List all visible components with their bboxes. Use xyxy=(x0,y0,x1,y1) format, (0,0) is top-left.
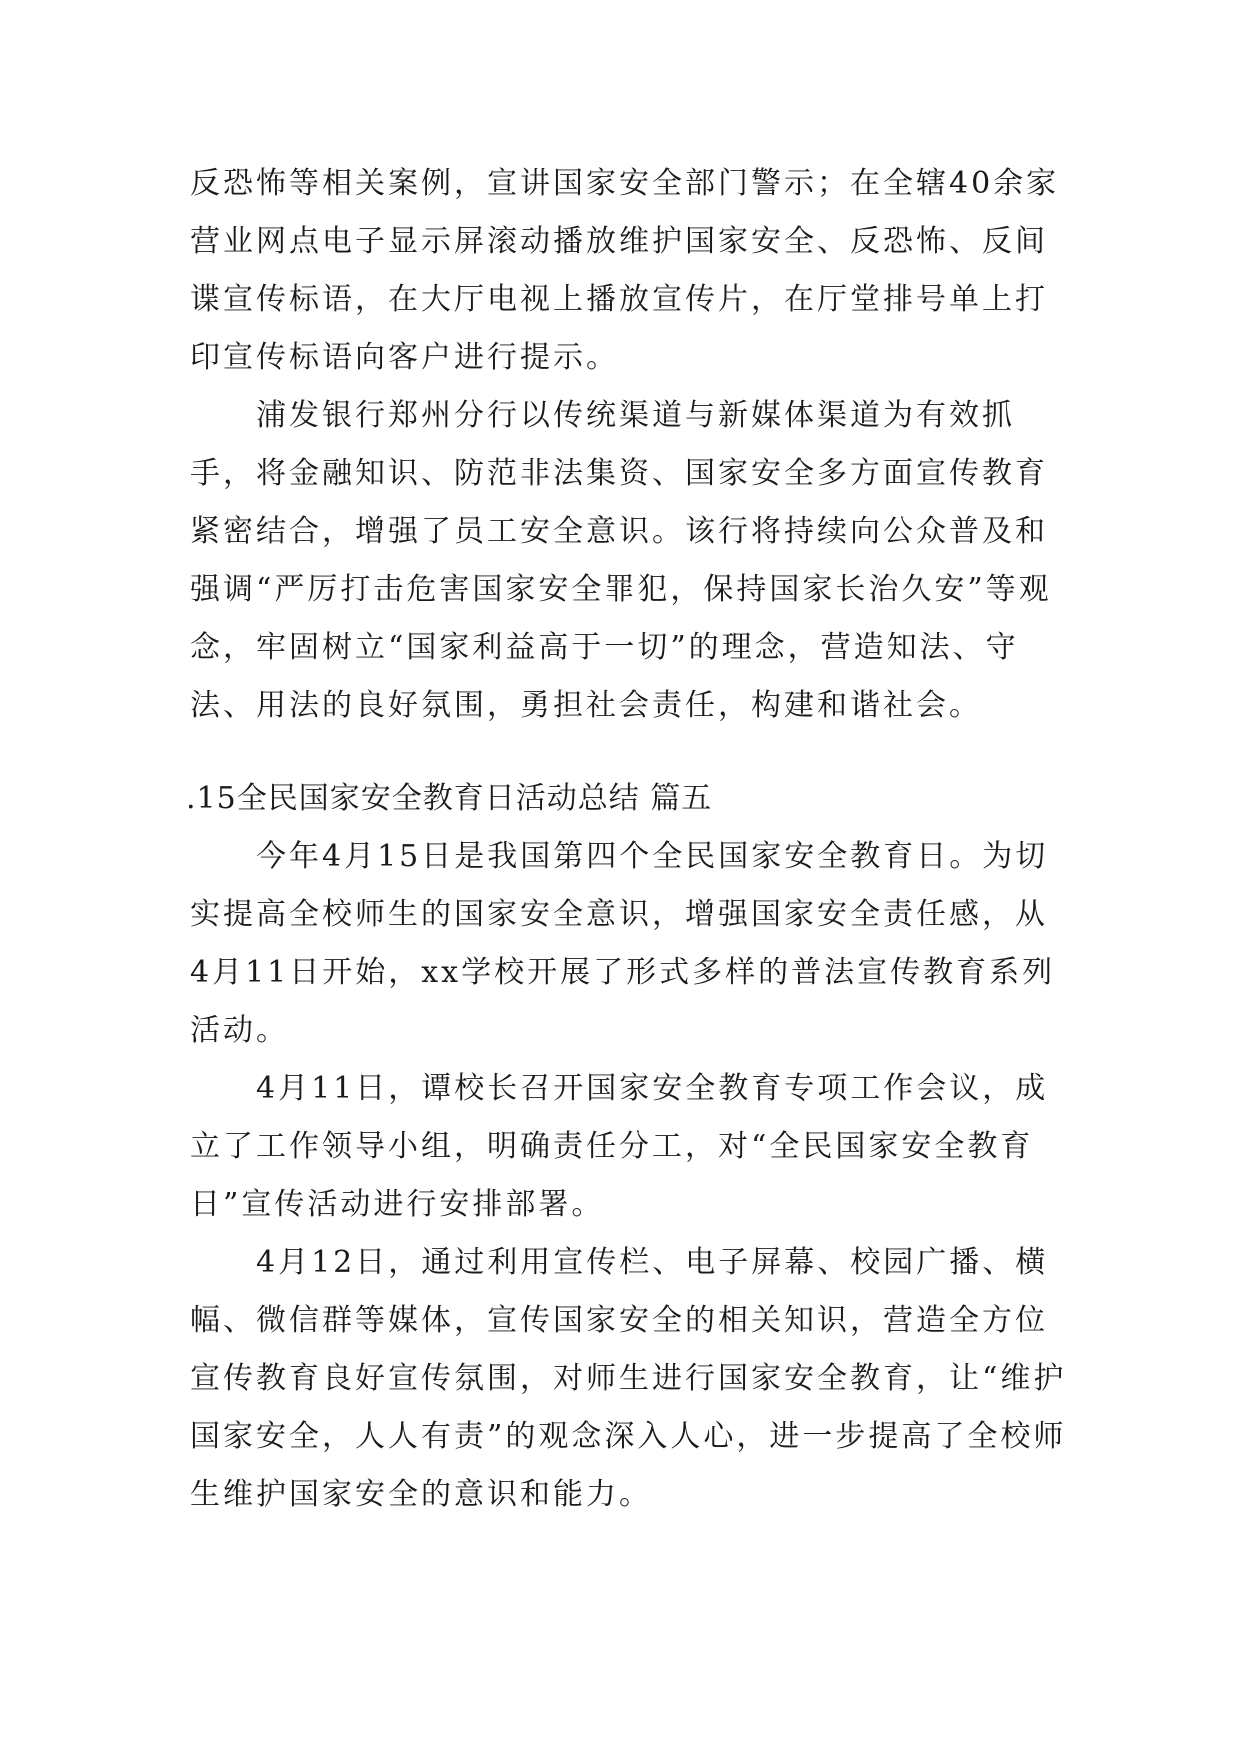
paragraph: 4月12日，通过利用宣传栏、电子屏幕、校园广播、横幅、微信群等媒体，宣传国家安全的相关知识，营造全方位宣传教育良好宣传氛围，对师生进行国家安全教育，让“维护国家安全，人人有责”的观念深入人心，进一步提高了全校师生维护国家安全的意识和能力。 xyxy=(190,1245,1067,1512)
paragraph-continuation: 反恐怖等相关案例，宣讲国家安全部门警示；在全辖40余家营业网点电子显示屏滚动播放维护国家安全、反恐怖、反间谍宣传标语，在大厅电视上播放宣传片，在厅堂排号单上打印宣传标语向客户进行提示。 xyxy=(190,166,1060,375)
section-heading: .15全民国家安全教育日活动总结 篇五 xyxy=(186,781,713,816)
paragraph: 今年4月15日是我国第四个全民国家安全教育日。为切实提高全校师生的国家安全意识，增强国家安全责任感，从4月11日开始，xx学校开展了形式多样的普法宣传教育系列活动。 xyxy=(190,839,1056,1048)
top-section xyxy=(190,155,1070,735)
bottom-section xyxy=(190,828,1070,1524)
paragraph: 浦发银行郑州分行以传统渠道与新媒体渠道为有效抓手，将金融知识、防范非法集资、国家安全多方面宣传教育紧密结合，增强了员工安全意识。该行将持续向公众普及和强调“严厉打击危害国家安全罪犯，保持国家长治久安”等观念，牢固树立“国家利益高于一切”的理念，营造知法、守法、用法的良好氛围，勇担社会责任，构建和谐社会。 xyxy=(190,398,1052,723)
paragraph: 4月11日，谭校长召开国家安全教育专项工作会议，成立了工作领导小组，明确责任分工，对“全民国家安全教育日”宣传活动进行安排部署。 xyxy=(190,1071,1049,1222)
